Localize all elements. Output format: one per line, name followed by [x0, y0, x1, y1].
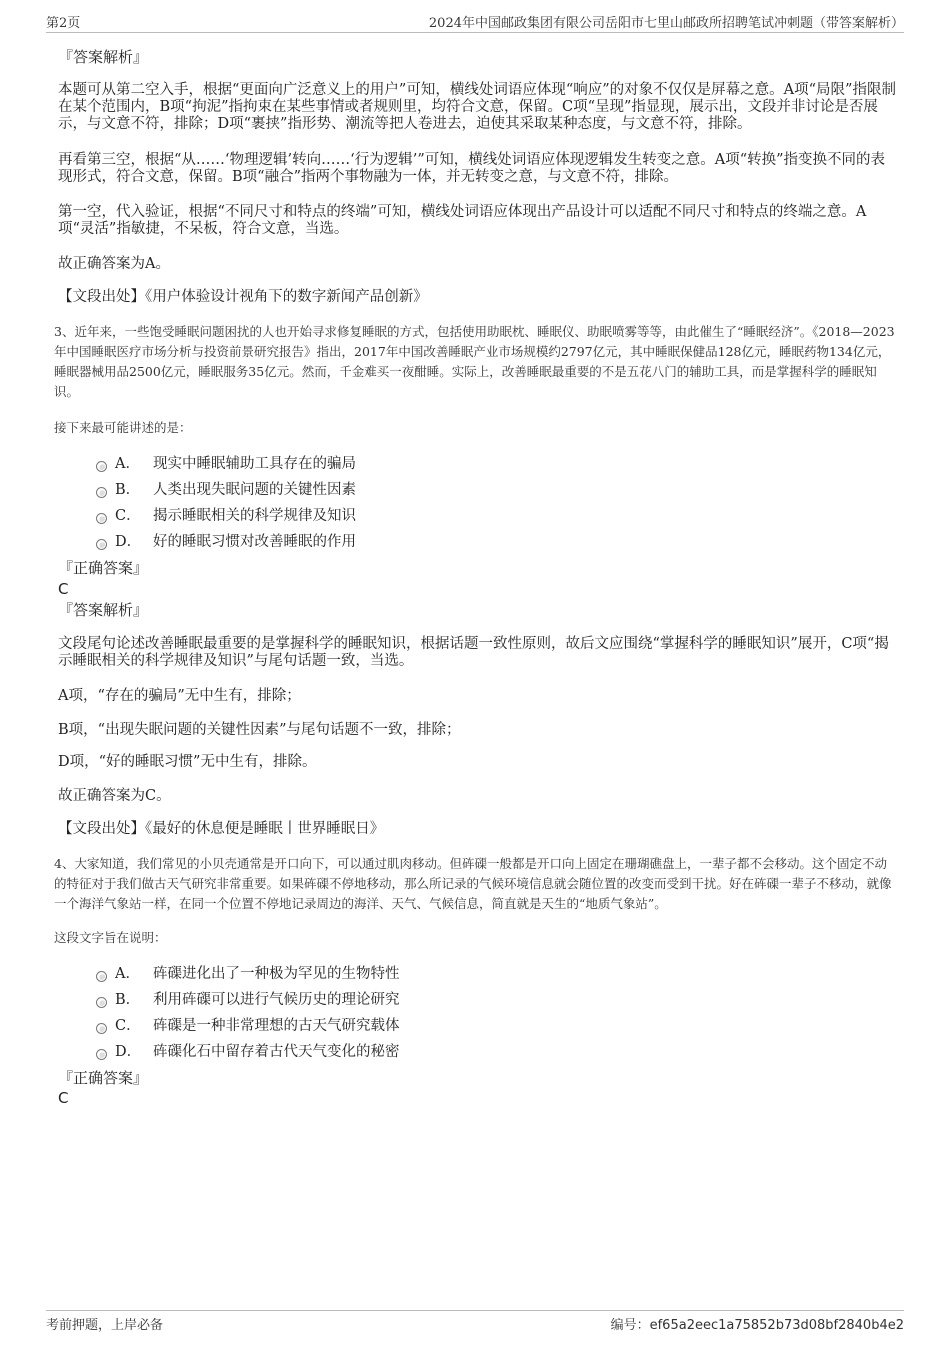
- option-d[interactable]: [96, 1042, 400, 1062]
- question-prompt: 接下来最可能讲述的是：: [54, 420, 192, 435]
- option-text: 好的睡眠习惯对改善睡眠的作用: [153, 534, 356, 550]
- page-number: 第2页: [46, 16, 81, 31]
- option-text: 利用砗磲可以进行气候历史的理论研究: [153, 992, 400, 1008]
- analysis-title: 『答案解析』: [58, 48, 149, 66]
- analysis-paragraph: A项，“存在的骗局”无中生有，排除；: [58, 688, 301, 704]
- option-b[interactable]: [96, 480, 356, 500]
- option-b[interactable]: [96, 990, 400, 1010]
- radio-icon[interactable]: [96, 1049, 107, 1060]
- analysis-paragraph: 文段尾句论述改善睡眠最重要的是掌握科学的睡眠知识，根据话题一致性原则，故后文应围绕“掌握科学的睡眠知识”展开，C项“揭示睡眠相关的科学规律及知识”与尾句话题一致，当选。: [58, 636, 889, 669]
- document-title: 2024年中国邮政集团有限公司岳阳市七里山邮政所招聘笔试冲刺题（带答案解析）: [428, 16, 904, 31]
- radio-icon[interactable]: [96, 461, 107, 472]
- footer-slogan: 考前押题，上岸必备: [46, 1317, 164, 1333]
- option-a[interactable]: [96, 964, 400, 984]
- option-c[interactable]: [96, 506, 356, 526]
- correct-answer-title: 『正确答案』: [58, 559, 149, 577]
- page-header: [46, 12, 904, 33]
- document-id: 编号：ef65a2eec1a75852b73d08bf2840b4e2: [610, 1317, 904, 1333]
- radio-icon[interactable]: [96, 487, 107, 498]
- question-prompt: 这段文字旨在说明：: [54, 930, 167, 945]
- question-stem: 3、近年来，一些饱受睡眠问题困扰的人也开始寻求修复睡眠的方式，包括使用助眠枕、睡眠仪、助眠喷雾等等，由此催生了“睡眠经济”。《2018—2023年中国睡眠医疗市场分析与投资前景研究报告》指出，2017年中国改善睡眠产业市场规模约2797亿元，其中睡眠保健品128亿元，睡眠药物134亿元，睡眠器械用品2500亿元，睡眠服务35亿元。然而，千金难买一夜酣睡。实际上，改善睡眠最重要的不是五花八门的辅助工具，而是掌握科学的睡眠知识。: [54, 324, 895, 399]
- analysis-conclusion: 故正确答案为A。: [58, 256, 170, 272]
- source-citation: 【文段出处】《用户体验设计视角下的数字新闻产品创新》: [58, 289, 428, 305]
- option-text: 现实中睡眠辅助工具存在的骗局: [153, 456, 356, 472]
- analysis-paragraph: 第一空，代入验证，根据“不同尺寸和特点的终端”可知，横线处词语应体现出产品设计可以适配不同尺寸和特点的终端之意。A项“灵活”指敏捷，不呆板，符合文意，当选。: [58, 204, 867, 237]
- option-text: 人类出现失眠问题的关键性因素: [153, 482, 356, 498]
- source-citation: 【文段出处】《最好的休息便是睡眠丨世界睡眠日》: [58, 821, 385, 837]
- radio-icon[interactable]: [96, 513, 107, 524]
- correct-answer: C: [58, 1089, 69, 1107]
- option-letter: D．: [115, 534, 142, 550]
- question-stem: 4、大家知道，我们常见的小贝壳通常是开口向下，可以通过肌肉移动。但砗磲一般都是开口向上固定在珊瑚礁盘上，一辈子都不会移动。这个固定不动的特征对于我们做古天气研究非常重要。如果砗磲不停地移动，那么所记录的气候环境信息就会随位置的改变而受到干扰。好在砗磲一辈子不移动，就像一个海洋气象站一样，在同一个位置不停地记录周边的海洋、天气、气候信息，简直就是天生的“地质气象站”。: [54, 856, 892, 911]
- radio-icon[interactable]: [96, 971, 107, 982]
- correct-answer-title: 『正确答案』: [58, 1069, 149, 1087]
- radio-icon[interactable]: [96, 539, 107, 550]
- option-text: 揭示睡眠相关的科学规律及知识: [153, 508, 356, 524]
- analysis-paragraph: 再看第三空，根据“从……‘物理逻辑’转向……‘行为逻辑’”可知，横线处词语应体现逻辑发生转变之意。A项“转换”指变换不同的表现形式，符合文意，保留。B项“融合”指两个事物融为一体，并无转变之意，与文意不符，排除。: [58, 152, 886, 185]
- option-letter: B．: [115, 482, 141, 498]
- analysis-title: 『答案解析』: [58, 601, 149, 619]
- analysis-paragraph: 本题可从第二空入手，根据“更面向广泛意义上的用户”可知，横线处词语应体现“响应”的对象不仅仅是屏幕之意。A项“局限”指限制在某个范围内，B项“拘泥”指拘束在某些事情或者规则里，均符合文意，保留。C项“呈现”指显现，展示出，文段并非讨论是否展示，与文意不符，排除；D项“裹挟”指形势、潮流等把人卷进去，迫使其采取某种态度，与文意不符，排除。: [58, 82, 896, 132]
- option-d[interactable]: [96, 532, 356, 552]
- correct-answer: C: [58, 580, 69, 598]
- option-text: 砗磲是一种非常理想的古天气研究载体: [153, 1018, 400, 1034]
- analysis-conclusion: 故正确答案为C。: [58, 788, 171, 804]
- option-letter: B．: [115, 992, 141, 1008]
- page-footer: [46, 1310, 904, 1335]
- radio-icon[interactable]: [96, 1023, 107, 1034]
- analysis-paragraph: B项，“出现失眠问题的关键性因素”与尾句话题不一致，排除；: [58, 722, 461, 738]
- option-text: 砗磲化石中留存着古代天气变化的秘密: [153, 1044, 400, 1060]
- option-letter: A．: [115, 456, 140, 472]
- analysis-paragraph: D项，“好的睡眠习惯”无中生有，排除。: [58, 754, 317, 770]
- option-letter: A．: [115, 966, 140, 982]
- option-letter: C．: [115, 1018, 141, 1034]
- radio-icon[interactable]: [96, 997, 107, 1008]
- option-c[interactable]: [96, 1016, 400, 1036]
- option-text: 砗磲进化出了一种极为罕见的生物特性: [153, 966, 400, 982]
- option-letter: C．: [115, 508, 141, 524]
- option-a[interactable]: [96, 454, 356, 474]
- option-letter: D．: [115, 1044, 142, 1060]
